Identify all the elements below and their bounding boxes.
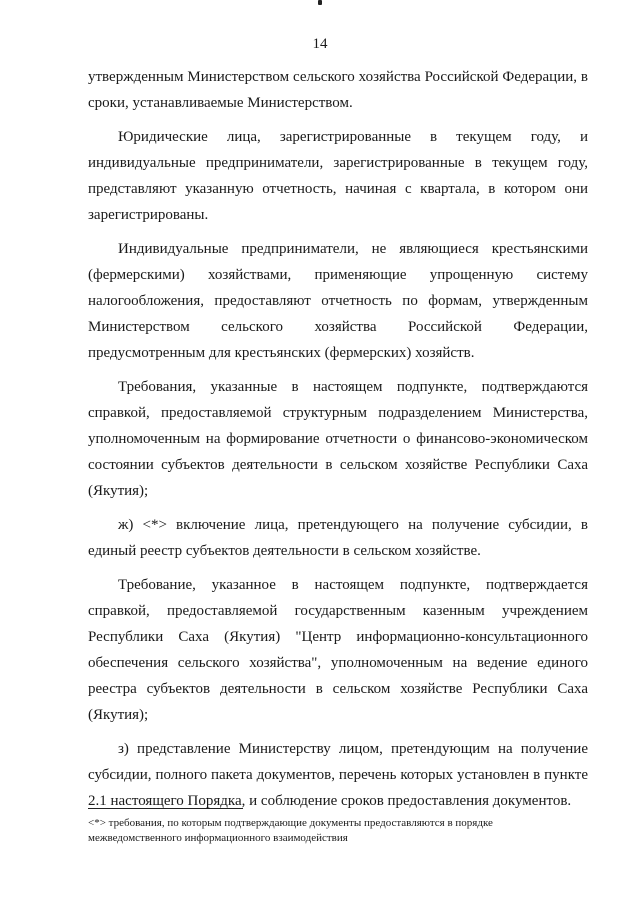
paragraph-6: Требование, указанное в настоящем подпункте, подтверждается справкой, предоставляемой государственным казенным учреждением Республики Саха (Якутия) "Центр информационно-консультационного обеспечения сельского хозяйства", уполномоченным на ведение единого реестра субъектов деятельности в сельском хозяйстве Республики Саха (Якутия); — [88, 577, 588, 723]
paragraph-1: утвержденным Министерством сельского хозяйства Российской Федерации, в сроки, устанавливаемые Министерством. — [88, 69, 588, 111]
paragraph-7: з) представление Министерству лицом, претендующим на получение субсидии, полного пакета документов, перечень которых установлен в пункте 2.1 настоящего Порядка, и соблюдение сроков предоставления документов. — [88, 741, 588, 809]
scan-mark — [318, 0, 322, 5]
page-number: 14 — [312, 36, 328, 52]
paragraph-3: Индивидуальные предприниматели, не являющиеся крестьянскими (фермерскими) хозяйствами, применяющие упрощенную систему налогообложения, предоставляют отчетность по формам, утвержденным Министерством сельского хозяйства Российской Федерации, предусмотренным для крестьянских (фермерских) хозяйств. — [88, 241, 588, 361]
paragraph-2: Юридические лица, зарегистрированные в текущем году, и индивидуальные предприниматели, зарегистрированные в текущем году, представляют указанную отчетность, начиная с квартала, в котором они зарегистрированы. — [88, 129, 588, 223]
footnote: <*> требования, по которым подтверждающие документы предоставляются в порядке межведомственного информационного взаимодействия — [88, 817, 493, 844]
paragraph-4: Требования, указанные в настоящем подпункте, подтверждаются справкой, предоставляемой структурным подразделением Министерства, уполномоченным на формирование отчетности о финансово-экономическом состоянии субъектов деятельности в сельском хозяйстве Республики Саха (Якутия); — [88, 379, 588, 499]
paragraph-5: ж) <*> включение лица, претендующего на получение субсидии, в единый реестр субъектов деятельности в сельском хозяйстве. — [88, 517, 588, 559]
body-text — [88, 64, 588, 814]
footnote-divider — [88, 808, 243, 809]
